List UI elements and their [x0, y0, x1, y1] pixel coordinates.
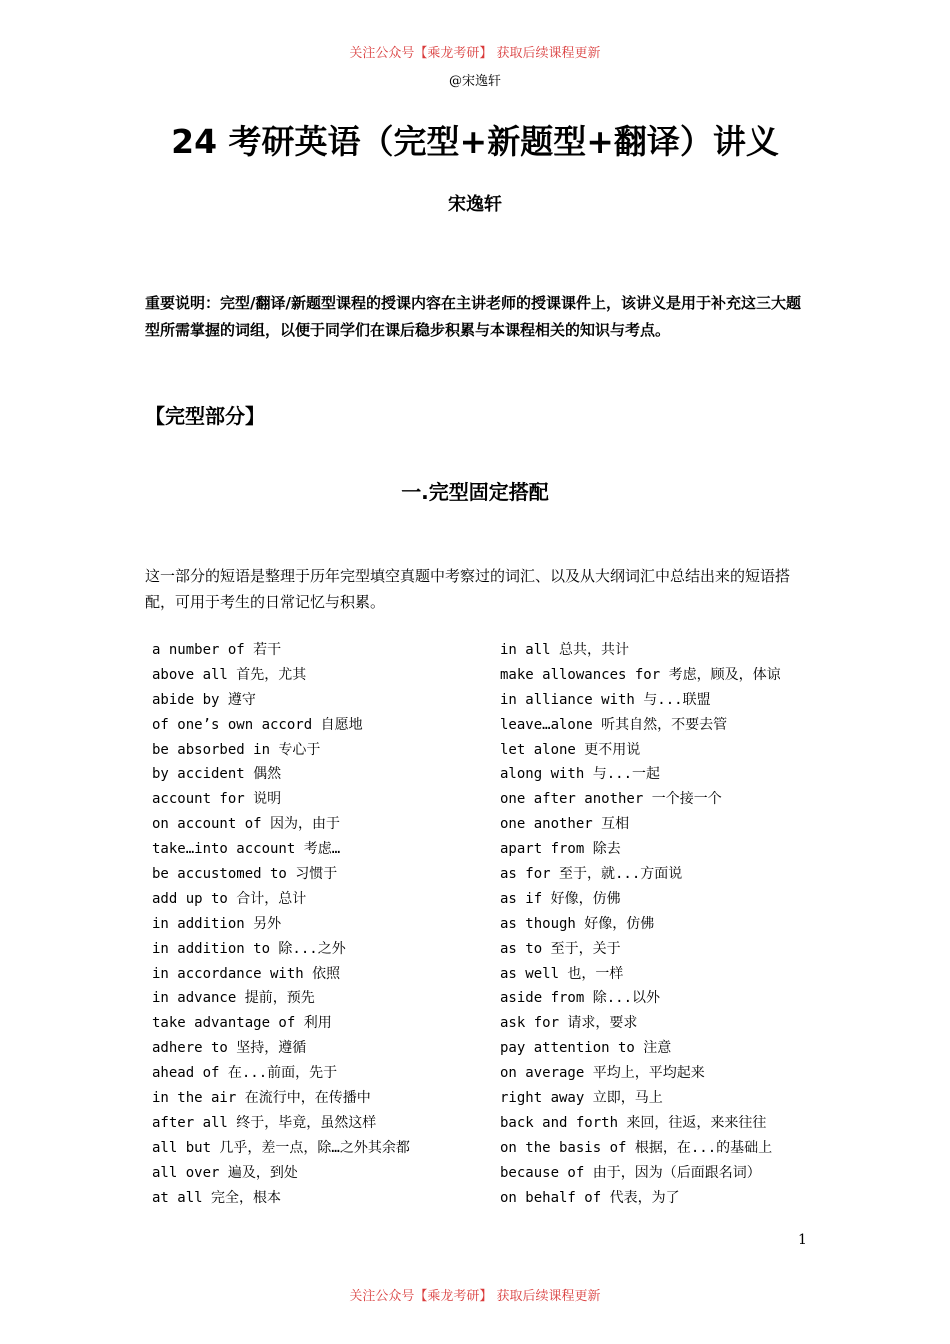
author-tag: @宋逸轩 — [448, 74, 501, 89]
phrase-item: right away 立即，马上 — [500, 1090, 663, 1107]
phrase-item: as if 好像，仿佛 — [500, 890, 621, 907]
phrase-item: all but 几乎，差一点，除…之外其余都 — [152, 1139, 410, 1156]
phrase-item: ahead of 在...前面，先于 — [152, 1065, 338, 1082]
phrase-item: in accordance with 依照 — [152, 965, 341, 982]
phrase-item: one another 互相 — [500, 816, 630, 833]
document-title: 24 考研英语（完型+新题型+翻译）讲义 — [171, 122, 779, 161]
phrase-item: a number of 若干 — [152, 642, 282, 658]
phrase-item: after all 终于，毕竟，虽然这样 — [152, 1114, 377, 1131]
phrase-item: abide by 遵守 — [152, 691, 256, 708]
phrase-item: as to 至于，关于 — [500, 940, 621, 957]
page-number: 1 — [798, 1232, 807, 1248]
phrase-list-left — [152, 638, 492, 1210]
phrase-item: because of 由于，因为（后面跟名词） — [500, 1164, 761, 1181]
phrase-item: pay attention to 注意 — [500, 1040, 672, 1057]
important-note: 重要说明：完型/翻译/新题型课程的授课内容在主讲老师的授课课件上，该讲义是用于补充这三大题型所需掌握的词组，以便于同学们在课后稳步积累与本课程相关的知识与考点。 — [145, 294, 801, 339]
phrase-item: on behalf of 代表，为了 — [500, 1189, 680, 1206]
intro-paragraph: 这一部分的短语是整理于历年完型填空真题中考察过的词汇、以及从大纲词汇中总结出来的短语搭配，可用于考生的日常记忆与积累。 — [145, 567, 791, 611]
phrase-item: in addition to 除...之外 — [152, 940, 346, 957]
phrase-item: as well 也，一样 — [500, 965, 624, 982]
phrase-item: apart from 除去 — [500, 841, 621, 858]
phrase-item: on average 平均上，平均起来 — [500, 1065, 705, 1082]
phrase-item: in the air 在流行中，在传播中 — [152, 1090, 371, 1107]
phrase-item: in alliance with 与...联盟 — [500, 691, 711, 708]
phrase-item: above all 首先，尤其 — [152, 666, 307, 683]
phrase-item: all over 遍及，到处 — [152, 1164, 298, 1181]
phrase-item: adhere to 坚持，遵循 — [152, 1040, 307, 1057]
phrase-item: as though 好像，仿佛 — [500, 915, 655, 932]
phrase-item: by accident 偶然 — [152, 766, 282, 783]
phrase-item: take advantage of 利用 — [152, 1015, 332, 1032]
document-author: 宋逸轩 — [448, 194, 502, 215]
phrase-item: aside from 除...以外 — [500, 990, 661, 1007]
subsection-title: 一.完型固定搭配 — [401, 480, 549, 504]
phrase-item: as for 至于，就...方面说 — [500, 866, 683, 883]
phrase-item: at all 完全，根本 — [152, 1189, 282, 1206]
phrase-item: one after another 一个接一个 — [500, 791, 722, 808]
phrase-item: back and forth 来回，往返，来来往往 — [500, 1114, 767, 1131]
phrase-item: in addition 另外 — [152, 915, 282, 932]
phrase-item: add up to 合计，总计 — [152, 890, 307, 907]
phrase-item: be accustomed to 习惯于 — [152, 866, 338, 883]
phrase-item: in all 总共，共计 — [500, 642, 630, 658]
phrase-item: along with 与...一起 — [500, 766, 661, 783]
header-promo: 关注公众号【乘龙考研】 获取后续课程更新 — [349, 46, 601, 61]
phrase-item: let alone 更不用说 — [500, 741, 641, 758]
phrase-item: on the basis of 根据，在...的基础上 — [500, 1139, 773, 1156]
phrase-item: of one’s own accord 自愿地 — [152, 716, 363, 733]
phrase-item: be absorbed in 专心于 — [152, 741, 321, 758]
phrase-item: account for 说明 — [152, 791, 282, 808]
footer-promo: 关注公众号【乘龙考研】 获取后续课程更新 — [349, 1289, 601, 1304]
phrase-item: leave…alone 听其自然，不要去管 — [500, 716, 728, 733]
phrase-item: ask for 请求，要求 — [500, 1015, 638, 1032]
phrase-list-right — [500, 638, 820, 1210]
section-title: 【完型部分】 — [145, 404, 265, 428]
phrase-item: make allowances for 考虑，顾及，体谅 — [500, 666, 781, 683]
phrase-item: take…into account 考虑… — [152, 841, 341, 858]
phrase-item: in advance 提前，预先 — [152, 990, 315, 1007]
phrase-item: on account of 因为，由于 — [152, 816, 341, 833]
